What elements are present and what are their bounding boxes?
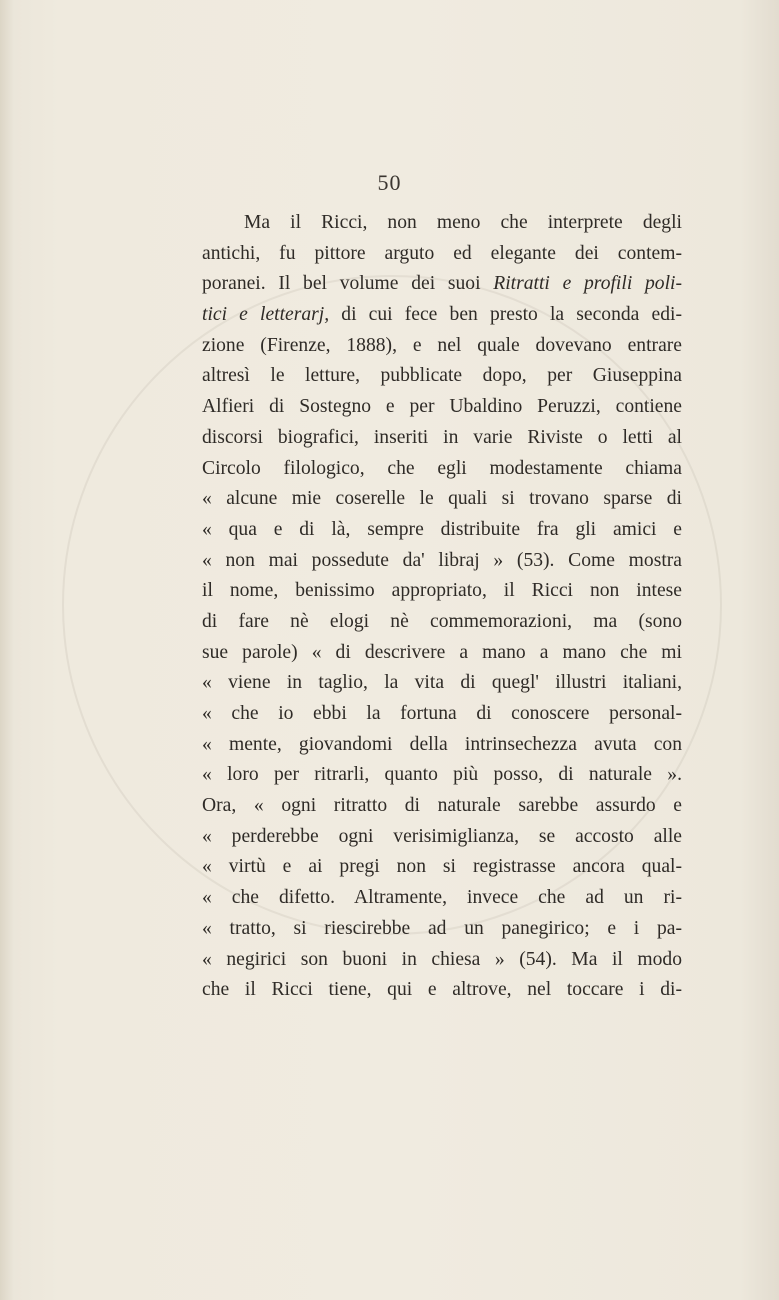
text-line: Circolo filologico, che egli modestamente chiama: [202, 457, 682, 479]
text-line: il nome, benissimo appropriato, il Ricci non intese: [202, 580, 682, 602]
text-line: « non mai possedute da' libraj » (53). Come mostra: [202, 549, 682, 571]
text-line: poranei. Il bel volume dei suoi Ritratti e profili poli-: [202, 273, 682, 295]
text-line: che il Ricci tiene, qui e altrove, nel toccare i di-: [202, 979, 682, 1001]
text-line: di fare nè elogi nè commemorazioni, ma (sono: [202, 610, 682, 632]
text-line: « loro per ritrarli, quanto più posso, di naturale ».: [202, 764, 682, 786]
text-line: altresì le letture, pubblicate dopo, per Giuseppina: [202, 365, 682, 387]
text-line: « alcune mie coserelle le quali si trovano sparse di: [202, 488, 682, 510]
text-line: antichi, fu pittore arguto ed elegante dei contem-: [202, 242, 682, 264]
text-line: sue parole) « di descrivere a mano a mano che mi: [202, 641, 682, 663]
text-line: « virtù e ai pregi non si registrasse ancora qual-: [202, 856, 682, 878]
text-line: « qua e di là, sempre distribuite fra gli amici e: [202, 518, 682, 540]
text-line: « perderebbe ogni verisimiglianza, se accosto alle: [202, 825, 682, 847]
text-line: « viene in taglio, la vita di quegl' illustri italiani,: [202, 672, 682, 694]
text-line: Ora, « ogni ritratto di naturale sarebbe assurdo e: [202, 795, 682, 817]
text-line: Alfieri di Sostegno e per Ubaldino Peruzzi, contiene: [202, 396, 682, 418]
text-line: « tratto, si riescirebbe ad un panegirico; e i pa-: [202, 917, 682, 939]
book-title-italic: Ritratti e profili poli-: [493, 273, 682, 295]
body-text: [202, 208, 682, 1006]
book-title-italic: tici e letterarj,: [202, 304, 330, 326]
text-line: tici e letterarj, di cui fece ben presto la seconda edi-: [202, 304, 682, 326]
text-line: discorsi biografici, inseriti in varie Riviste o letti al: [202, 426, 682, 448]
text-line: « mente, giovandomi della intrinsechezza avuta con: [202, 733, 682, 755]
text-line: Ma il Ricci, non meno che interprete degli: [244, 212, 682, 233]
page-number: 50: [377, 170, 402, 195]
text-line: « negirici son buoni in chiesa » (54). Ma il modo: [202, 948, 682, 970]
text-line: zione (Firenze, 1888), e nel quale dovevano entrare: [202, 334, 682, 356]
text-line: « che io ebbi la fortuna di conoscere personal-: [202, 703, 682, 724]
text-line: « che difetto. Altramente, invece che ad un ri-: [202, 887, 682, 909]
